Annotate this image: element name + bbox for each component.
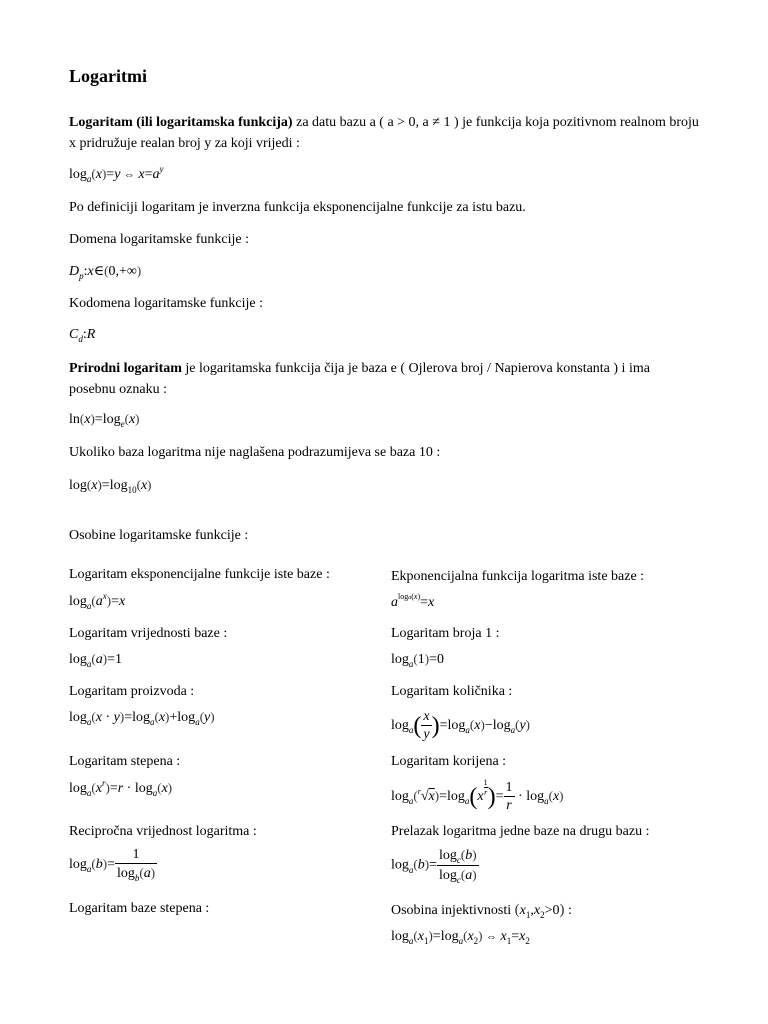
- page-title: Logaritmi: [69, 66, 147, 86]
- formula-change-of-base: $\log_a(b)=$ $\frac{\log_c(b)}{\log_c(a)}$: [391, 847, 477, 885]
- formula-exp-of-log: $a^{loga(x)}=x$: [391, 592, 435, 610]
- formula-log-of-exp: $\log_a(a^x)=x$: [69, 591, 126, 611]
- property-label-log-base-power: Logaritam baze stepena :: [69, 901, 210, 916]
- property-label-log-of-one: Logaritam broja 1 :: [391, 626, 500, 641]
- natural-log-text: je logaritamska funkcija čija je baza e ( Ojlerova broj / Napierova konstanta ) i ima posebnu oznaku :: [69, 361, 650, 397]
- property-label-log-of-base: Logaritam vrijednosti baze :: [69, 626, 228, 641]
- property-label-change-of-base: Prelazak logaritma jedne baze na drugu bazu :: [391, 824, 650, 839]
- property-label-log-of-product: Logaritam proizvoda :: [69, 684, 195, 699]
- formula-codomain: $C_d:R$: [69, 327, 96, 344]
- formula-injectivity: $\log_a(x_1)=\log_a(x_2)$ ⇔ $x_1=x_2$: [391, 928, 530, 946]
- formula-natural-log: $\ln(x)=\log_e(x)$: [69, 411, 140, 429]
- domain-label: Domena logaritamske funkcije :: [69, 232, 249, 247]
- properties-heading: Osobine logaritamske funkcije :: [69, 528, 249, 543]
- formula-reciprocal: $\log_a(b)=$ $\frac{1}{\log_b(a)}$: [69, 847, 156, 884]
- formula-log-of-power: $\log_a(x^r)=r \cdot \log_a(x)$: [69, 778, 173, 798]
- property-injectivity: Osobina injektivnosti $(x_1,x_2>0)$ :: [391, 902, 572, 920]
- property-label-injectivity: Osobina injektivnosti: [391, 903, 512, 918]
- formula-base10: $\log(x)=\log_{10}(x)$: [69, 477, 152, 495]
- base10-text: Ukoliko baza logaritma nije naglašena podrazumijeva se baza 10 :: [69, 445, 441, 460]
- definition-text: Po definiciji logaritam je inverzna funkcija eksponencijalne funkcije za istu bazu.: [69, 200, 526, 215]
- intro-bold-term: Logaritam (ili logaritamska funkcija): [69, 115, 293, 130]
- natural-log-paragraph: [69, 358, 699, 400]
- formula-log-of-product: $\log_a(x \cdot y)=\log_a(x)+\log_a(y)$: [69, 709, 215, 727]
- intro-paragraph: [69, 112, 699, 154]
- formula-log-of-root: $\log_a(^r√x)=\log_a(x$ $\frac{1}{r}$ )= $\frac{1}{r}$ · $\log_a(x)$: [391, 778, 564, 814]
- property-label-reciprocal: Recipročna vrijednost logaritma :: [69, 824, 257, 839]
- codomain-label: Kodomena logaritamske funkcije :: [69, 296, 263, 311]
- formula-log-of-quotient: $\log_a$( $\frac{x}{y}$ )$=\log_a(x)-\log_a(y)$: [391, 709, 531, 743]
- intro-text: za datu bazu a ( a > 0, a ≠ 1 ) je funkcija koja pozitivnom realnom broju x pridružuje realan broj y za koji vrijedi :: [69, 115, 699, 151]
- natural-log-bold-term: Prirodni logaritam: [69, 361, 182, 376]
- formula-log-of-base: $\log_a(a)=1$: [69, 651, 122, 669]
- property-label-exp-of-log: Ekponencijalna funkcija logaritma iste baze :: [391, 569, 645, 584]
- property-label-exp-same-base: Logaritam eksponencijalne funkcije iste baze :: [69, 567, 330, 582]
- property-label-log-of-root: Logaritam korijena :: [391, 754, 507, 769]
- property-label-log-of-power: Logaritam stepena :: [69, 754, 181, 769]
- formula-domain: $D_p:x\in(0,+\infty)$: [69, 263, 142, 281]
- formula-definition: $\log_a(x)=y$ ⇔ $x=a^y$: [69, 164, 164, 184]
- property-label-log-of-quotient: Logaritam količnika :: [391, 684, 513, 699]
- formula-log-of-one: $\log_a(1)=0$: [391, 651, 444, 669]
